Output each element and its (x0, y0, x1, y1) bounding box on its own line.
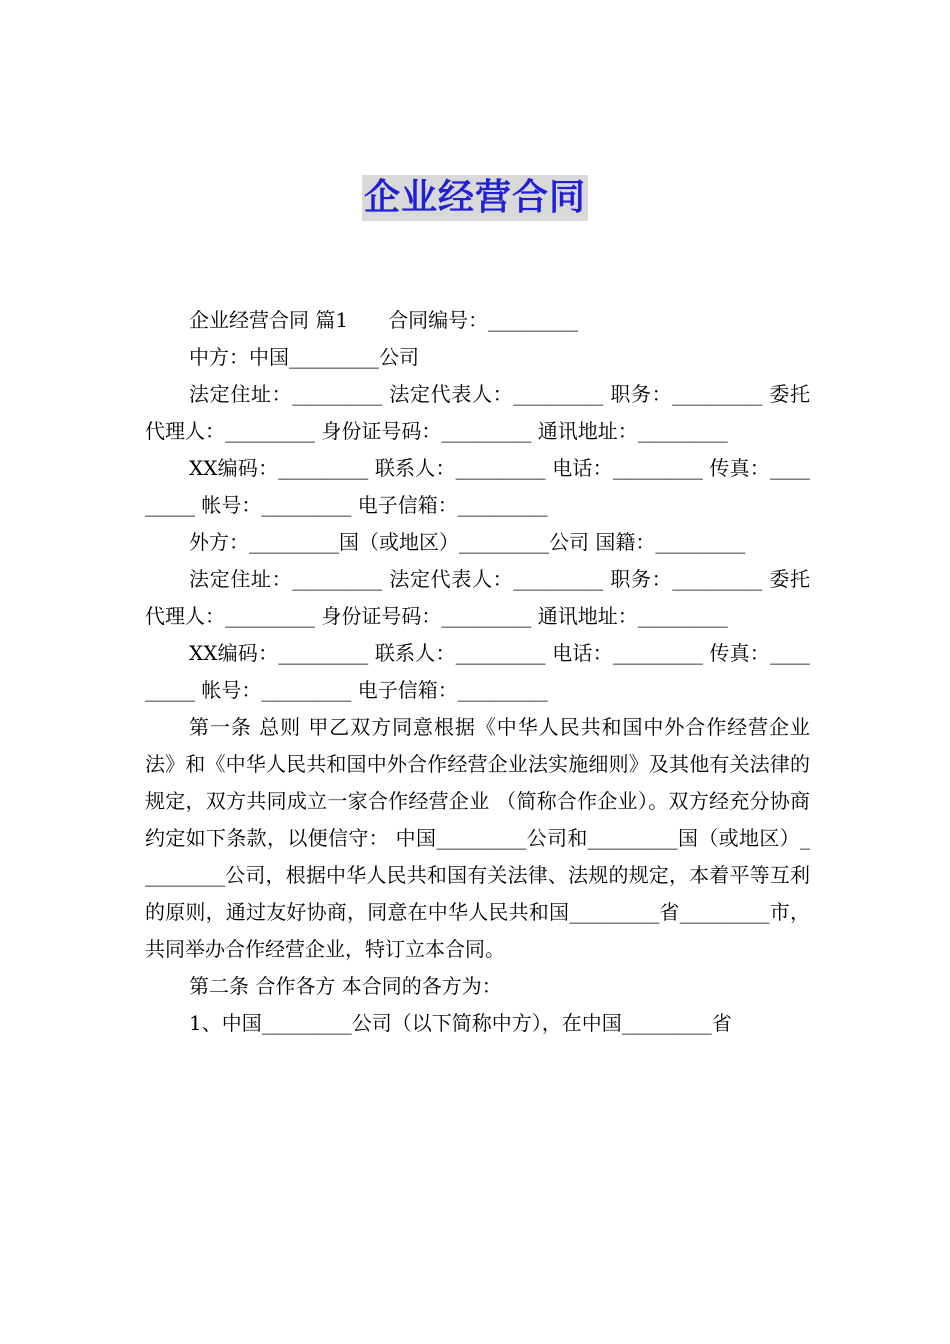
document-body (145, 302, 810, 1042)
paragraph-foreign-party-contact: XX编码：_________ 联系人：_________ 电话：_________ 传真：_________ 帐号：_________ 电子信箱：_________ (145, 641, 810, 702)
paragraph-article-2-item-1: 1、中国_________公司（以下简称中方），在中国_________省 (189, 1011, 732, 1035)
paragraph-foreign-party-address: 法定住址：_________ 法定代表人：_________ 职务：_________ 委托代理人：_________ 身份证号码：_________ 通讯地址：_________ (145, 567, 810, 628)
paragraph-foreign-party: 外方：_________国（或地区）_________公司 国籍：_________ (189, 530, 746, 554)
document-title: 企业经营合同 (362, 175, 588, 221)
paragraph-article-1: 第一条 总则 甲乙双方同意根据《中华人民共和国中外合作经营企业法》和《中华人民共和国中外合作经营企业法实施细则》及其他有关法律的规定，双方共同成立一家合作经营企业 （简称合作企业）。双方经充分协商约定如下条款，以便信守： 中国_________公司和_________国（或地区）_________公司，根据中华人民共和国有关法律、法规的规定，本着平等互利的原则，通过友好协商，同意在中华人民共和国_________省_________市，共同举办合作经营企业，特订立本合同。 (145, 715, 810, 961)
title-container (0, 175, 950, 221)
paragraph-chinese-party-address: 法定住址：_________ 法定代表人：_________ 职务：_________ 委托代理人：_________ 身份证号码：_________ 通讯地址：_________ (145, 382, 810, 443)
paragraph-chinese-party: 中方：中国_________公司 (189, 345, 419, 369)
paragraph-article-2: 第二条 合作各方 本合同的各方为： (189, 974, 502, 998)
paragraph-contract-number: 企业经营合同 篇1 合同编号：_________ (189, 308, 579, 332)
paragraph-chinese-party-contact: XX编码：_________ 联系人：_________ 电话：_________ 传真：_________ 帐号：_________ 电子信箱：_________ (145, 456, 810, 517)
